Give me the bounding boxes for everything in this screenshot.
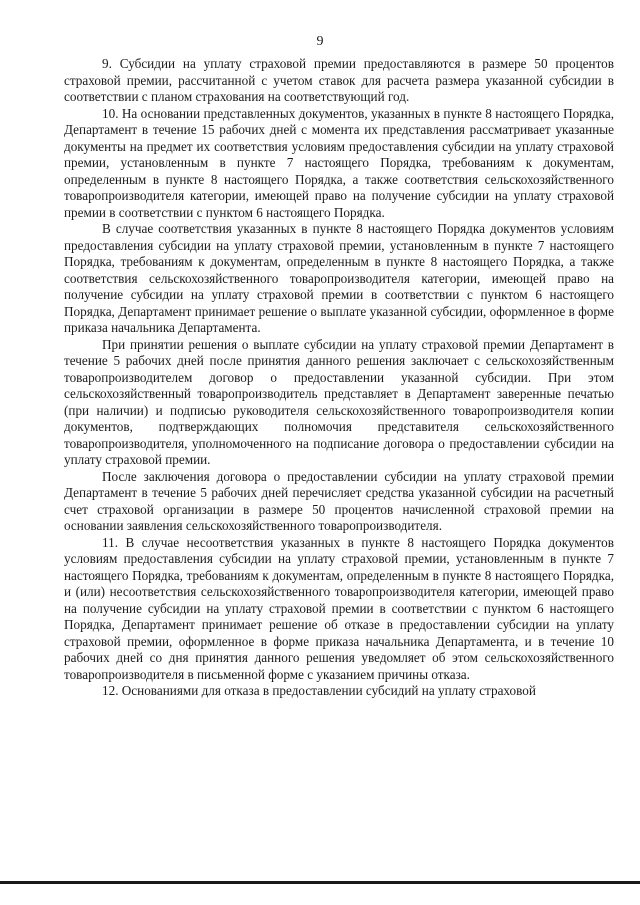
- paragraph-10-contract: При принятии решения о выплате субсидии на уплату страховой премии Департамент в течение 5 рабочих дней после принятия данного решения заключает с сельскохозяйственным товаропроизводителем договор о предоставлении указанной субсидии. При этом сельскохозяйственный товаропроизводитель представляет в Департамент заверенные печатью (при наличии) и подписью руководителя сельскохозяйственного товаропроизводителя копии документов, подтверждающих полномочия представителя сельскохозяйственного товаропроизводителя, уполномоченного на подписание договора о предоставлении субсидии на уплату страховой премии.: [64, 336, 614, 467]
- page-number: 9: [316, 34, 324, 49]
- document-body: [64, 56, 614, 700]
- scan-bottom-edge: [0, 881, 640, 884]
- paragraph-10-approval: В случае соответствия указанных в пункте 8 настоящего Порядка документов условиям предоставления субсидии на уплату страховой премии, установленным в пункте 7 настоящего Порядка, требованиям к документам, определенным в пункте 8 настоящего Порядка, а также соответствия сельскохозяйственного товаропроизводителя категории, имеющей право на получение субсидии на уплату страховой премии в соответствии с пунктом 6 настоящего Порядка, Департамент принимает решение о выплате указанной субсидии, оформленное в форме приказа начальника Департамента.: [64, 221, 614, 335]
- paragraph-9: 9. Субсидии на уплату страховой премии предоставляются в размере 50 процентов страховой премии, рассчитанной с учетом ставок для расчета размера указанной субсидии в соответствии с планом страхования на соответствующий год.: [64, 56, 614, 104]
- paragraph-12: 12. Основаниями для отказа в предоставлении субсидий на уплату страховой: [102, 683, 536, 698]
- paragraph-10: 10. На основании представленных документов, указанных в пункте 8 настоящего Порядка, Департамент в течение 15 рабочих дней с момента их представления рассматривает указанные документы на предмет их соответствия условиям предоставления субсидии на уплату страховой премии, установленным в пункте 7 настоящего Порядка, требованиям к документам, определенным в пункте 8 настоящего Порядка, а также соответствия сельскохозяйственного товаропроизводителя категории, имеющей право на получение субсидии на уплату страховой премии в соответствии с пунктом 6 настоящего Порядка.: [64, 105, 614, 220]
- paragraph-10-transfer: После заключения договора о предоставлении субсидии на уплату страховой премии Департамент в течение 5 рабочих дней перечисляет средства указанной субсидии на расчетный счет страховой организации в размере 50 процентов начисленной страховой премии на основании заявления сельскохозяйственного товаропроизводителя.: [64, 468, 614, 533]
- paragraph-11: 11. В случае несоответствия указанных в пункте 8 настоящего Порядка документов условиям предоставления субсидии на уплату страховой премии, установленным в пункте 7 настоящего Порядка, требованиям к документам, определенным в пункте 8 настоящего Порядка, и (или) несоответствия сельскохозяйственного товаропроизводителя категории, имеющей право на получение субсидии на уплату страховой премии в соответствии с пунктом 6 настоящего Порядка, Департамент принимает решение об отказе в предоставлении субсидии на уплату страховой премии, оформленное в форме приказа начальника Департамента, и в течение 10 рабочих дней со дня принятия данного решения уведомляет об этом сельскохозяйственного товаропроизводителя в письменной форме с указанием причины отказа.: [64, 534, 614, 682]
